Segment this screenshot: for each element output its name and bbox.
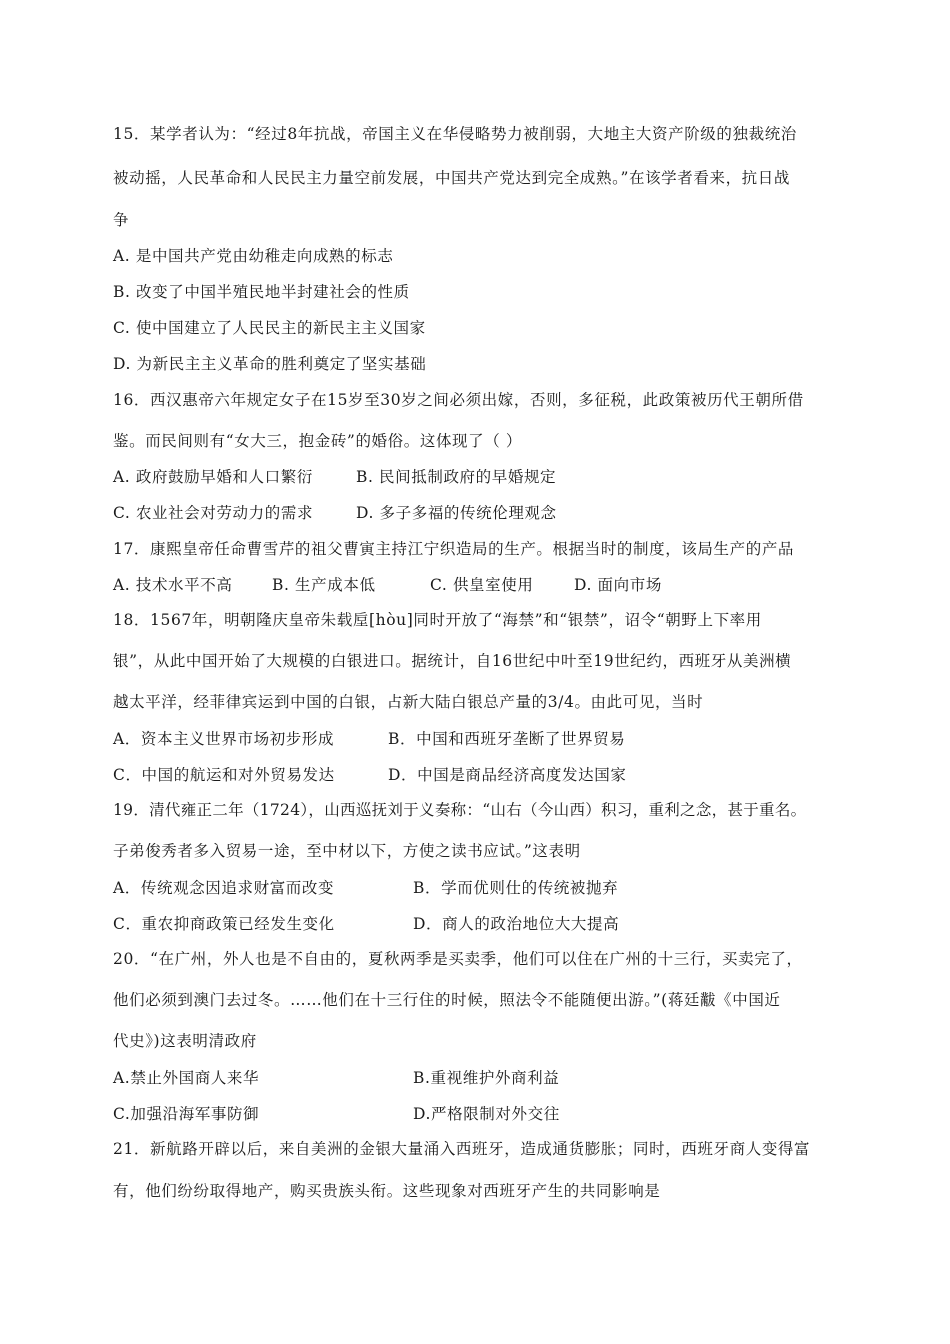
question-text-line: 他们必须到澳门去过冬。……他们在十三行住的时候，照法令不能随便出游。”(蒋廷黻《中国近 (113, 991, 781, 1009)
option-d: D. 为新民主主义革命的胜利奠定了坚实基础 (113, 355, 427, 373)
question-text-line: 越太平洋，经菲律宾运到中国的白银，占新大陆白银总产量的3/4。由此可见，当时 (113, 693, 704, 711)
option-c: C. 供皇室使用 (430, 576, 534, 594)
question-text-line: 鉴。而民间则有“女大三，抱金砖”的婚俗。这体现了（ ） (113, 432, 522, 450)
question-text-line: 18．1567年，明朝隆庆皇帝朱载垕[hòu]同时开放了“海禁”和“银禁”，诏令“朝野上下率用 (113, 611, 762, 629)
option-b: B. 改变了中国半殖民地半封建社会的性质 (113, 283, 410, 301)
option-a: A. 技术水平不高 (113, 576, 233, 594)
option-a: A. 政府鼓励早婚和人口繁衍 (113, 468, 313, 486)
question-text-line: 被动摇，人民革命和人民民主力量空前发展，中国共产党达到完全成熟。”在该学者看来，抗日战 (113, 169, 790, 187)
question-text-line: 19．清代雍正二年（1724），山西巡抚刘于义奏称：“山右（今山西）积习，重利之念，甚于重名。 (113, 801, 807, 819)
option-d: D.严格限制对外交往 (413, 1105, 560, 1123)
question-text-line: 代史》)这表明清政府 (113, 1032, 257, 1050)
option-a: A．资本主义世界市场初步形成 (113, 730, 335, 748)
question-text-line: 15．某学者认为：“经过8年抗战，帝国主义在华侵略势力被削弱，大地主大资产阶级的独裁统治 (113, 125, 797, 143)
option-d: D．商人的政治地位大大提高 (413, 915, 620, 933)
question-text-line: 17．康熙皇帝任命曹雪芹的祖父曹寅主持江宁织造局的生产。根据当时的制度，该局生产的产品 (113, 540, 795, 558)
option-a: A.禁止外国商人来华 (113, 1069, 260, 1087)
option-d: D．中国是商品经济高度发达国家 (388, 766, 627, 784)
option-b: B. 民间抵制政府的早婚规定 (356, 468, 557, 486)
option-a: A．传统观念因追求财富而改变 (113, 879, 335, 897)
option-c: C．重农抑商政策已经发生变化 (113, 915, 335, 933)
option-a: A. 是中国共产党由幼稚走向成熟的标志 (113, 247, 394, 265)
question-text-line: 21．新航路开辟以后，来自美洲的金银大量涌入西班牙，造成通货膨胀；同时，西班牙商人变得富 (113, 1140, 811, 1158)
option-b: B．中国和西班牙垄断了世界贸易 (388, 730, 626, 748)
option-d: D. 面向市场 (574, 576, 662, 594)
option-c: C.加强沿海军事防御 (113, 1105, 260, 1123)
question-text-line: 争 (113, 211, 130, 229)
question-text-line: 16．西汉惠帝六年规定女子在15岁至30岁之间必须出嫁，否则，多征税，此政策被历代王朝所借 (113, 391, 804, 409)
question-text-line: 子弟俊秀者多入贸易一途，至中材以下，方使之读书应试。”这表明 (113, 842, 581, 860)
option-b: B．学而优则仕的传统被抛弃 (413, 879, 619, 897)
option-b: B.重视维护外商利益 (413, 1069, 560, 1087)
option-c: C. 使中国建立了人民民主的新民主主义国家 (113, 319, 426, 337)
question-text-line: 20．“在广州，外人也是不自由的，夏秋两季是买卖季，他们可以住在广州的十三行，买卖完了， (113, 950, 803, 968)
option-d: D. 多子多福的传统伦理观念 (356, 504, 557, 522)
question-text-line: 有，他们纷纷取得地产，购买贵族头衔。这些现象对西班牙产生的共同影响是 (113, 1182, 661, 1200)
option-c: C. 农业社会对劳动力的需求 (113, 504, 314, 522)
question-text-line: 银”，从此中国开始了大规模的白银进口。据统计，自16世纪中叶至19世纪约，西班牙从美洲横 (113, 652, 792, 670)
option-b: B. 生产成本低 (272, 576, 376, 594)
option-c: C．中国的航运和对外贸易发达 (113, 766, 335, 784)
